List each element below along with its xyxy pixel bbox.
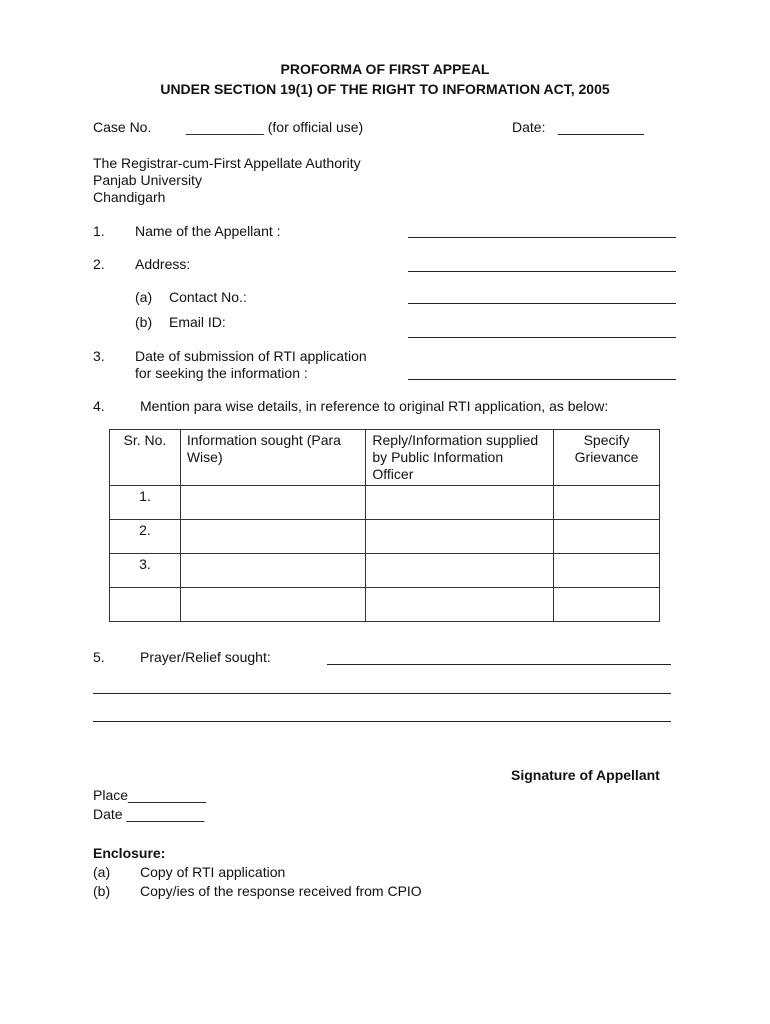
prayer-relief-label: Prayer/Relief sought: [140,649,271,665]
item-3-number: 3. [93,348,105,364]
date-label: Date: [512,119,546,135]
date-blank-line[interactable] [558,134,644,135]
para-details-table [109,429,660,622]
grievance-cell[interactable] [554,486,660,520]
grievance-cell[interactable] [554,554,660,588]
official-use-note: __________ (for official use) [186,119,364,135]
row-number [110,588,181,622]
grievance-cell[interactable] [554,520,660,554]
grievance-cell[interactable] [554,588,660,622]
reply-cell[interactable] [366,520,554,554]
item-2a-number: (a) [135,289,153,305]
prayer-relief-line-3[interactable] [93,721,671,722]
information-sought-cell[interactable] [180,520,366,554]
case-no-label: Case No. [93,119,152,135]
item-4-number: 4. [93,398,105,414]
item-5-number: 5. [93,649,105,665]
table-row [110,588,660,622]
enclosure-heading: Enclosure: [93,845,166,861]
enclosure-item-a-number: (a) [93,864,111,880]
information-sought-cell[interactable] [180,588,366,622]
form-title: PROFORMA OF FIRST APPEAL [280,61,490,77]
prayer-relief-line-2[interactable] [93,693,671,694]
address-label: Address: [135,256,191,272]
row-number: 2. [110,520,181,554]
rti-date-label-line-2: for seeking the information : [135,365,308,381]
appellant-name-line[interactable] [408,237,676,238]
reply-cell[interactable] [366,554,554,588]
appellant-name-label: Name of the Appellant : [135,223,281,239]
table-header-row [110,430,660,486]
rti-date-label-line-1: Date of submission of RTI application [135,348,367,364]
place-field[interactable]: Place__________ [93,787,206,803]
col-header-grievance: Specify Grievance [554,430,660,486]
enclosure-item-b-text: Copy/ies of the response received from CPIO [140,883,422,899]
date-field[interactable]: Date __________ [93,806,205,822]
col-header-reply: Reply/Information supplied by Public Information Officer [366,430,554,486]
email-id-label: Email ID: [169,314,226,330]
form-subtitle: UNDER SECTION 19(1) OF THE RIGHT TO INFORMATION ACT, 2005 [160,81,610,97]
col-header-sr-no: Sr. No. [110,430,181,486]
para-details-label: Mention para wise details, in reference to original RTI application, as below: [140,398,609,414]
prayer-relief-line-1[interactable] [327,664,671,665]
contact-no-line[interactable] [408,303,676,304]
reply-cell[interactable] [366,486,554,520]
reply-cell[interactable] [366,588,554,622]
address-line[interactable] [408,271,676,272]
information-sought-cell[interactable] [180,486,366,520]
rti-date-line[interactable] [408,379,676,380]
row-number: 1. [110,486,181,520]
signature-of-appellant: Signature of Appellant [511,767,660,783]
addressee-line-2: Panjab University [93,172,202,188]
table-row [110,486,660,520]
table-row [110,554,660,588]
email-id-line[interactable] [408,337,676,338]
contact-no-label: Contact No.: [169,289,247,305]
addressee-line-3: Chandigarh [93,189,166,205]
addressee-line-1: The Registrar-cum-First Appellate Authority [93,155,361,171]
information-sought-cell[interactable] [180,554,366,588]
item-2b-number: (b) [135,314,153,330]
row-number: 3. [110,554,181,588]
enclosure-item-b-number: (b) [93,883,111,899]
col-header-information-sought: Information sought (Para Wise) [180,430,366,486]
table-row [110,520,660,554]
enclosure-item-a-text: Copy of RTI application [140,864,286,880]
item-1-number: 1. [93,223,105,239]
item-2-number: 2. [93,256,105,272]
